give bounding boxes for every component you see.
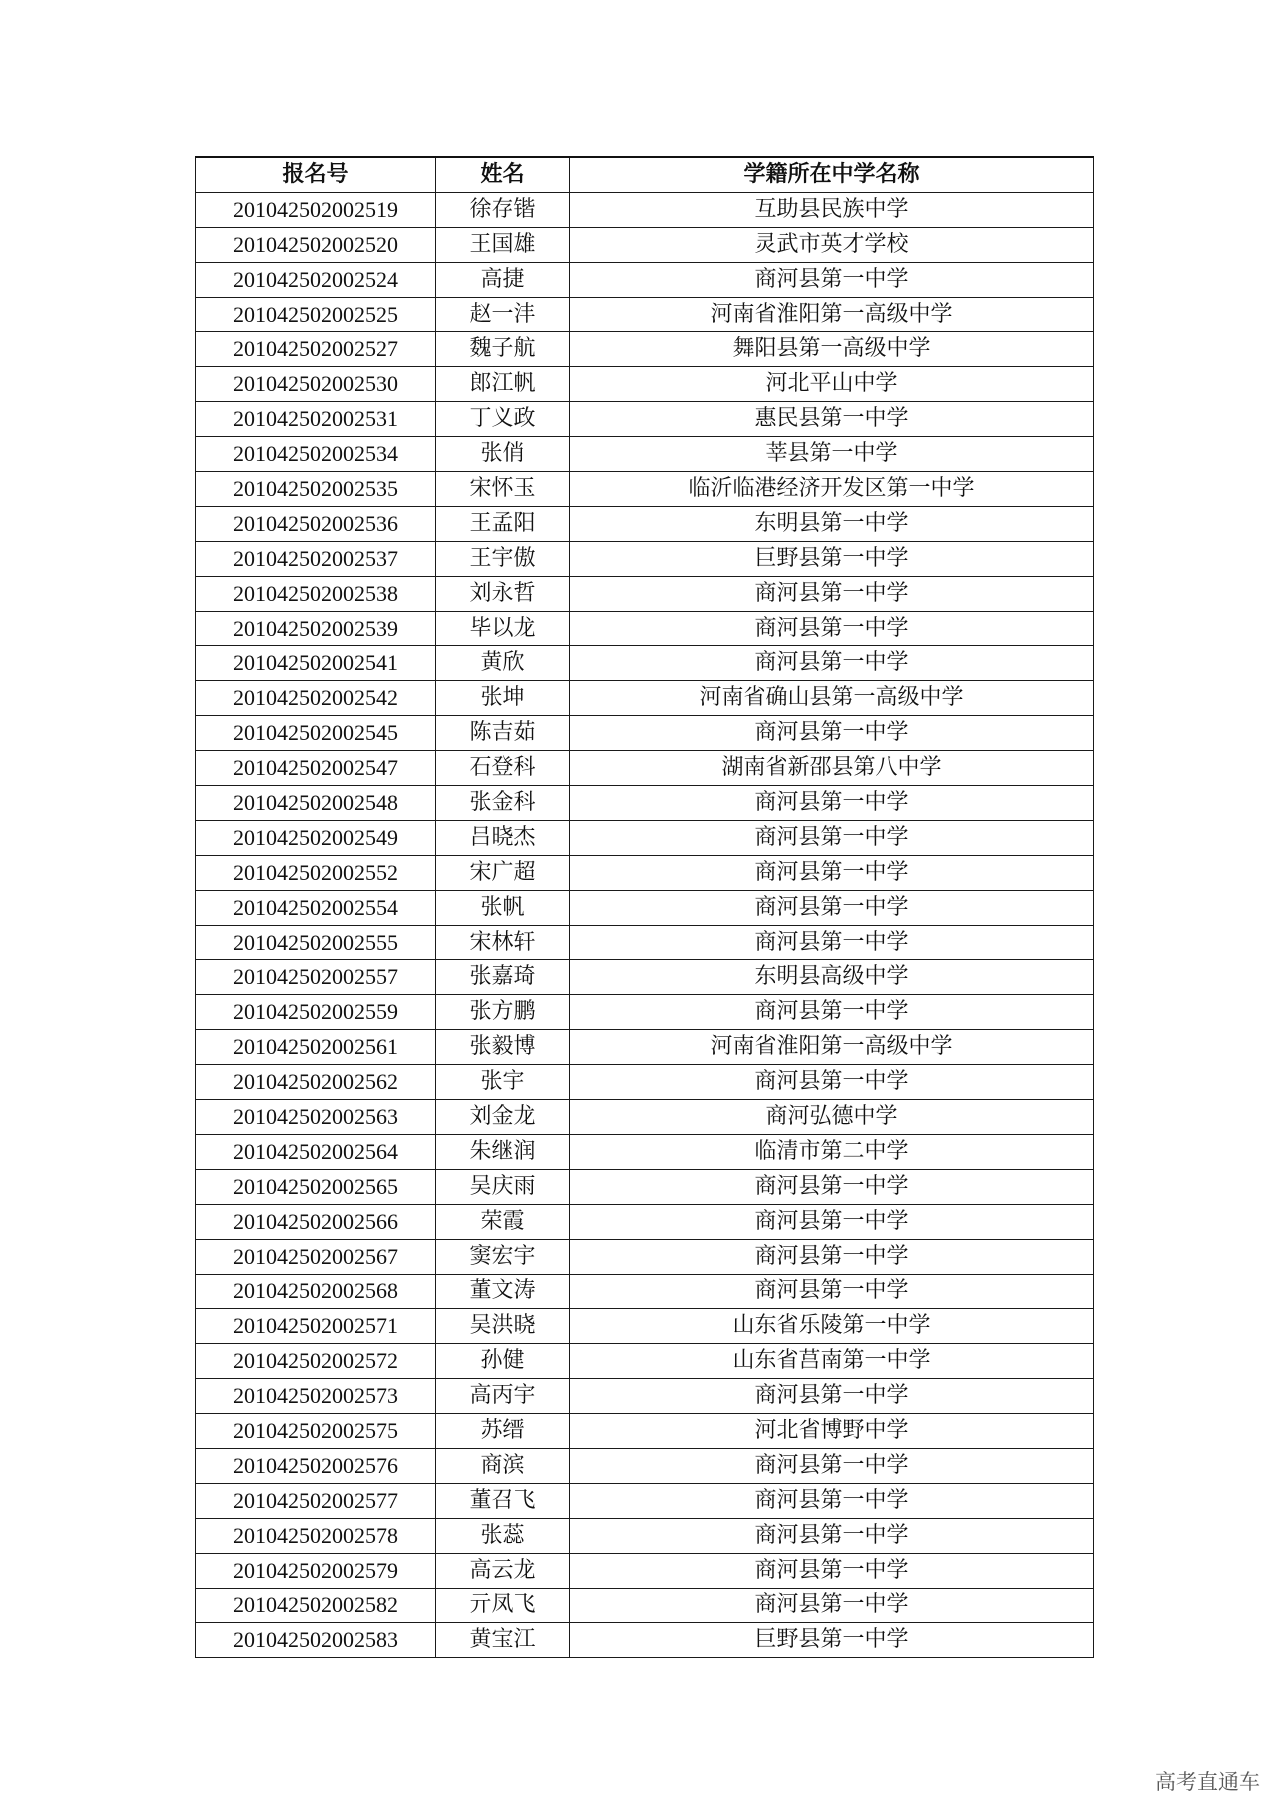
table-row <box>196 262 1094 297</box>
student-name-cell: 张方鹏 <box>436 995 570 1030</box>
student-name-cell: 黄宝江 <box>436 1623 570 1658</box>
school-name-cell: 河北省博野中学 <box>570 1414 1094 1449</box>
registration-number-cell: 201042502002536 <box>196 506 436 541</box>
student-name-cell: 亓凤飞 <box>436 1588 570 1623</box>
registration-number-cell: 201042502002548 <box>196 786 436 821</box>
registration-number-cell: 201042502002519 <box>196 192 436 227</box>
school-name-cell: 商河县第一中学 <box>570 1169 1094 1204</box>
registration-number-cell: 201042502002559 <box>196 995 436 1030</box>
registration-number-cell: 201042502002541 <box>196 646 436 681</box>
school-name-cell: 商河县第一中学 <box>570 786 1094 821</box>
student-name-cell: 魏子航 <box>436 332 570 367</box>
table-row <box>196 1239 1094 1274</box>
school-name-cell: 河南省淮阳第一高级中学 <box>570 297 1094 332</box>
registration-number-cell: 201042502002566 <box>196 1204 436 1239</box>
registration-number-cell: 201042502002573 <box>196 1379 436 1414</box>
table-row <box>196 402 1094 437</box>
school-name-cell: 山东省乐陵第一中学 <box>570 1309 1094 1344</box>
school-name-cell: 商河弘德中学 <box>570 1100 1094 1135</box>
student-name-cell: 高云龙 <box>436 1553 570 1588</box>
table-row <box>196 1065 1094 1100</box>
student-name-cell: 吕晓杰 <box>436 820 570 855</box>
school-name-cell: 舞阳县第一高级中学 <box>570 332 1094 367</box>
registration-number-cell: 201042502002539 <box>196 611 436 646</box>
school-name-cell: 巨野县第一中学 <box>570 541 1094 576</box>
student-name-cell: 丁义政 <box>436 402 570 437</box>
student-name-cell: 张嘉琦 <box>436 960 570 995</box>
table-row <box>196 506 1094 541</box>
registration-number-cell: 201042502002578 <box>196 1518 436 1553</box>
registration-number-cell: 201042502002571 <box>196 1309 436 1344</box>
table-row <box>196 1623 1094 1658</box>
school-name-cell: 商河县第一中学 <box>570 1065 1094 1100</box>
school-name-cell: 商河县第一中学 <box>570 576 1094 611</box>
table-row <box>196 1100 1094 1135</box>
table-row <box>196 786 1094 821</box>
student-name-cell: 毕以龙 <box>436 611 570 646</box>
school-name-cell: 商河县第一中学 <box>570 1448 1094 1483</box>
school-name-cell: 商河县第一中学 <box>570 1274 1094 1309</box>
school-name-cell: 东明县第一中学 <box>570 506 1094 541</box>
header-row <box>196 157 1094 192</box>
school-name-cell: 商河县第一中学 <box>570 646 1094 681</box>
registration-number-cell: 201042502002572 <box>196 1344 436 1379</box>
table-row <box>196 1414 1094 1449</box>
student-name-cell: 陈吉茹 <box>436 716 570 751</box>
registration-number-cell: 201042502002530 <box>196 367 436 402</box>
table-row <box>196 541 1094 576</box>
student-name-cell: 董文涛 <box>436 1274 570 1309</box>
school-name-cell: 商河县第一中学 <box>570 925 1094 960</box>
registration-number-cell: 201042502002535 <box>196 472 436 507</box>
registration-number-cell: 201042502002557 <box>196 960 436 995</box>
table-row <box>196 890 1094 925</box>
table-row <box>196 1483 1094 1518</box>
student-name-cell: 王孟阳 <box>436 506 570 541</box>
table-row <box>196 855 1094 890</box>
table-row <box>196 297 1094 332</box>
header-name: 姓名 <box>436 157 570 192</box>
table-row <box>196 646 1094 681</box>
table-row <box>196 751 1094 786</box>
student-name-cell: 张毅博 <box>436 1030 570 1065</box>
school-name-cell: 互助县民族中学 <box>570 192 1094 227</box>
registration-number-cell: 201042502002554 <box>196 890 436 925</box>
table-row <box>196 227 1094 262</box>
student-name-cell: 高丙宇 <box>436 1379 570 1414</box>
school-name-cell: 商河县第一中学 <box>570 820 1094 855</box>
school-name-cell: 商河县第一中学 <box>570 890 1094 925</box>
student-name-cell: 张帆 <box>436 890 570 925</box>
school-name-cell: 商河县第一中学 <box>570 1483 1094 1518</box>
table-row <box>196 1309 1094 1344</box>
student-name-cell: 徐存锴 <box>436 192 570 227</box>
school-name-cell: 商河县第一中学 <box>570 1204 1094 1239</box>
registration-number-cell: 201042502002576 <box>196 1448 436 1483</box>
school-name-cell: 临清市第二中学 <box>570 1134 1094 1169</box>
registration-number-cell: 201042502002577 <box>196 1483 436 1518</box>
registration-number-cell: 201042502002567 <box>196 1239 436 1274</box>
school-name-cell: 商河县第一中学 <box>570 1518 1094 1553</box>
registration-number-cell: 201042502002520 <box>196 227 436 262</box>
school-name-cell: 商河县第一中学 <box>570 611 1094 646</box>
school-name-cell: 商河县第一中学 <box>570 262 1094 297</box>
registration-number-cell: 201042502002555 <box>196 925 436 960</box>
header-school-name: 学籍所在中学名称 <box>570 157 1094 192</box>
student-name-cell: 黄欣 <box>436 646 570 681</box>
student-name-cell: 吴庆雨 <box>436 1169 570 1204</box>
registration-number-cell: 201042502002582 <box>196 1588 436 1623</box>
table-row <box>196 1134 1094 1169</box>
table-row <box>196 681 1094 716</box>
registration-number-cell: 201042502002565 <box>196 1169 436 1204</box>
school-name-cell: 莘县第一中学 <box>570 437 1094 472</box>
student-name-cell: 张金科 <box>436 786 570 821</box>
school-name-cell: 商河县第一中学 <box>570 716 1094 751</box>
table-row <box>196 1204 1094 1239</box>
school-name-cell: 商河县第一中学 <box>570 995 1094 1030</box>
table-row <box>196 1344 1094 1379</box>
school-name-cell: 商河县第一中学 <box>570 1588 1094 1623</box>
student-name-cell: 刘金龙 <box>436 1100 570 1135</box>
table-row <box>196 437 1094 472</box>
school-name-cell: 临沂临港经济开发区第一中学 <box>570 472 1094 507</box>
school-name-cell: 河北平山中学 <box>570 367 1094 402</box>
table-row <box>196 716 1094 751</box>
student-name-cell: 王国雄 <box>436 227 570 262</box>
school-name-cell: 河南省淮阳第一高级中学 <box>570 1030 1094 1065</box>
student-name-cell: 石登科 <box>436 751 570 786</box>
school-name-cell: 湖南省新邵县第八中学 <box>570 751 1094 786</box>
student-name-cell: 吴洪晓 <box>436 1309 570 1344</box>
table-row <box>196 820 1094 855</box>
student-name-cell: 宋广超 <box>436 855 570 890</box>
registration-number-cell: 201042502002525 <box>196 297 436 332</box>
watermark-text: 高考直通车 <box>1155 1770 1260 1794</box>
school-name-cell: 山东省莒南第一中学 <box>570 1344 1094 1379</box>
student-name-cell: 张宇 <box>436 1065 570 1100</box>
table-row <box>196 367 1094 402</box>
table-row <box>196 925 1094 960</box>
table-row <box>196 960 1094 995</box>
school-name-cell: 灵武市英才学校 <box>570 227 1094 262</box>
student-name-cell: 刘永哲 <box>436 576 570 611</box>
student-name-cell: 张蕊 <box>436 1518 570 1553</box>
student-name-cell: 苏缙 <box>436 1414 570 1449</box>
table-row <box>196 576 1094 611</box>
table-row <box>196 1448 1094 1483</box>
table-row <box>196 995 1094 1030</box>
school-name-cell: 惠民县第一中学 <box>570 402 1094 437</box>
header-registration-number: 报名号 <box>196 157 436 192</box>
registration-number-cell: 201042502002534 <box>196 437 436 472</box>
registration-number-cell: 201042502002542 <box>196 681 436 716</box>
table-row <box>196 611 1094 646</box>
student-name-cell: 高捷 <box>436 262 570 297</box>
school-name-cell: 商河县第一中学 <box>570 1239 1094 1274</box>
registration-number-cell: 201042502002537 <box>196 541 436 576</box>
table-row <box>196 1588 1094 1623</box>
student-name-cell: 宋怀玉 <box>436 472 570 507</box>
registration-number-cell: 201042502002583 <box>196 1623 436 1658</box>
student-name-cell: 朱继润 <box>436 1134 570 1169</box>
registration-number-cell: 201042502002562 <box>196 1065 436 1100</box>
registration-number-cell: 201042502002563 <box>196 1100 436 1135</box>
registration-number-cell: 201042502002549 <box>196 820 436 855</box>
table-row <box>196 1553 1094 1588</box>
school-name-cell: 商河县第一中学 <box>570 1379 1094 1414</box>
registration-table <box>195 156 1094 1658</box>
student-name-cell: 窦宏宇 <box>436 1239 570 1274</box>
registration-number-cell: 201042502002575 <box>196 1414 436 1449</box>
table-body <box>196 192 1094 1657</box>
table-row <box>196 472 1094 507</box>
registration-number-cell: 201042502002524 <box>196 262 436 297</box>
student-name-cell: 郎江帆 <box>436 367 570 402</box>
table-row <box>196 1274 1094 1309</box>
student-name-cell: 王宇傲 <box>436 541 570 576</box>
registration-number-cell: 201042502002547 <box>196 751 436 786</box>
student-name-cell: 张俏 <box>436 437 570 472</box>
registration-number-cell: 201042502002538 <box>196 576 436 611</box>
registration-number-cell: 201042502002527 <box>196 332 436 367</box>
registration-number-cell: 201042502002561 <box>196 1030 436 1065</box>
student-name-cell: 孙健 <box>436 1344 570 1379</box>
registration-number-cell: 201042502002545 <box>196 716 436 751</box>
student-name-cell: 商滨 <box>436 1448 570 1483</box>
student-name-cell: 宋林轩 <box>436 925 570 960</box>
table-row <box>196 1030 1094 1065</box>
table-row <box>196 332 1094 367</box>
school-name-cell: 东明县高级中学 <box>570 960 1094 995</box>
table-row <box>196 1518 1094 1553</box>
table-row <box>196 1379 1094 1414</box>
student-name-cell: 赵一沣 <box>436 297 570 332</box>
registration-number-cell: 201042502002531 <box>196 402 436 437</box>
school-name-cell: 巨野县第一中学 <box>570 1623 1094 1658</box>
registration-number-cell: 201042502002579 <box>196 1553 436 1588</box>
table-header <box>196 157 1094 192</box>
student-name-cell: 董召飞 <box>436 1483 570 1518</box>
school-name-cell: 商河县第一中学 <box>570 1553 1094 1588</box>
student-name-cell: 荣霞 <box>436 1204 570 1239</box>
table-row <box>196 192 1094 227</box>
registration-number-cell: 201042502002552 <box>196 855 436 890</box>
registration-number-cell: 201042502002568 <box>196 1274 436 1309</box>
school-name-cell: 河南省确山县第一高级中学 <box>570 681 1094 716</box>
student-name-cell: 张坤 <box>436 681 570 716</box>
registration-number-cell: 201042502002564 <box>196 1134 436 1169</box>
table-row <box>196 1169 1094 1204</box>
school-name-cell: 商河县第一中学 <box>570 855 1094 890</box>
